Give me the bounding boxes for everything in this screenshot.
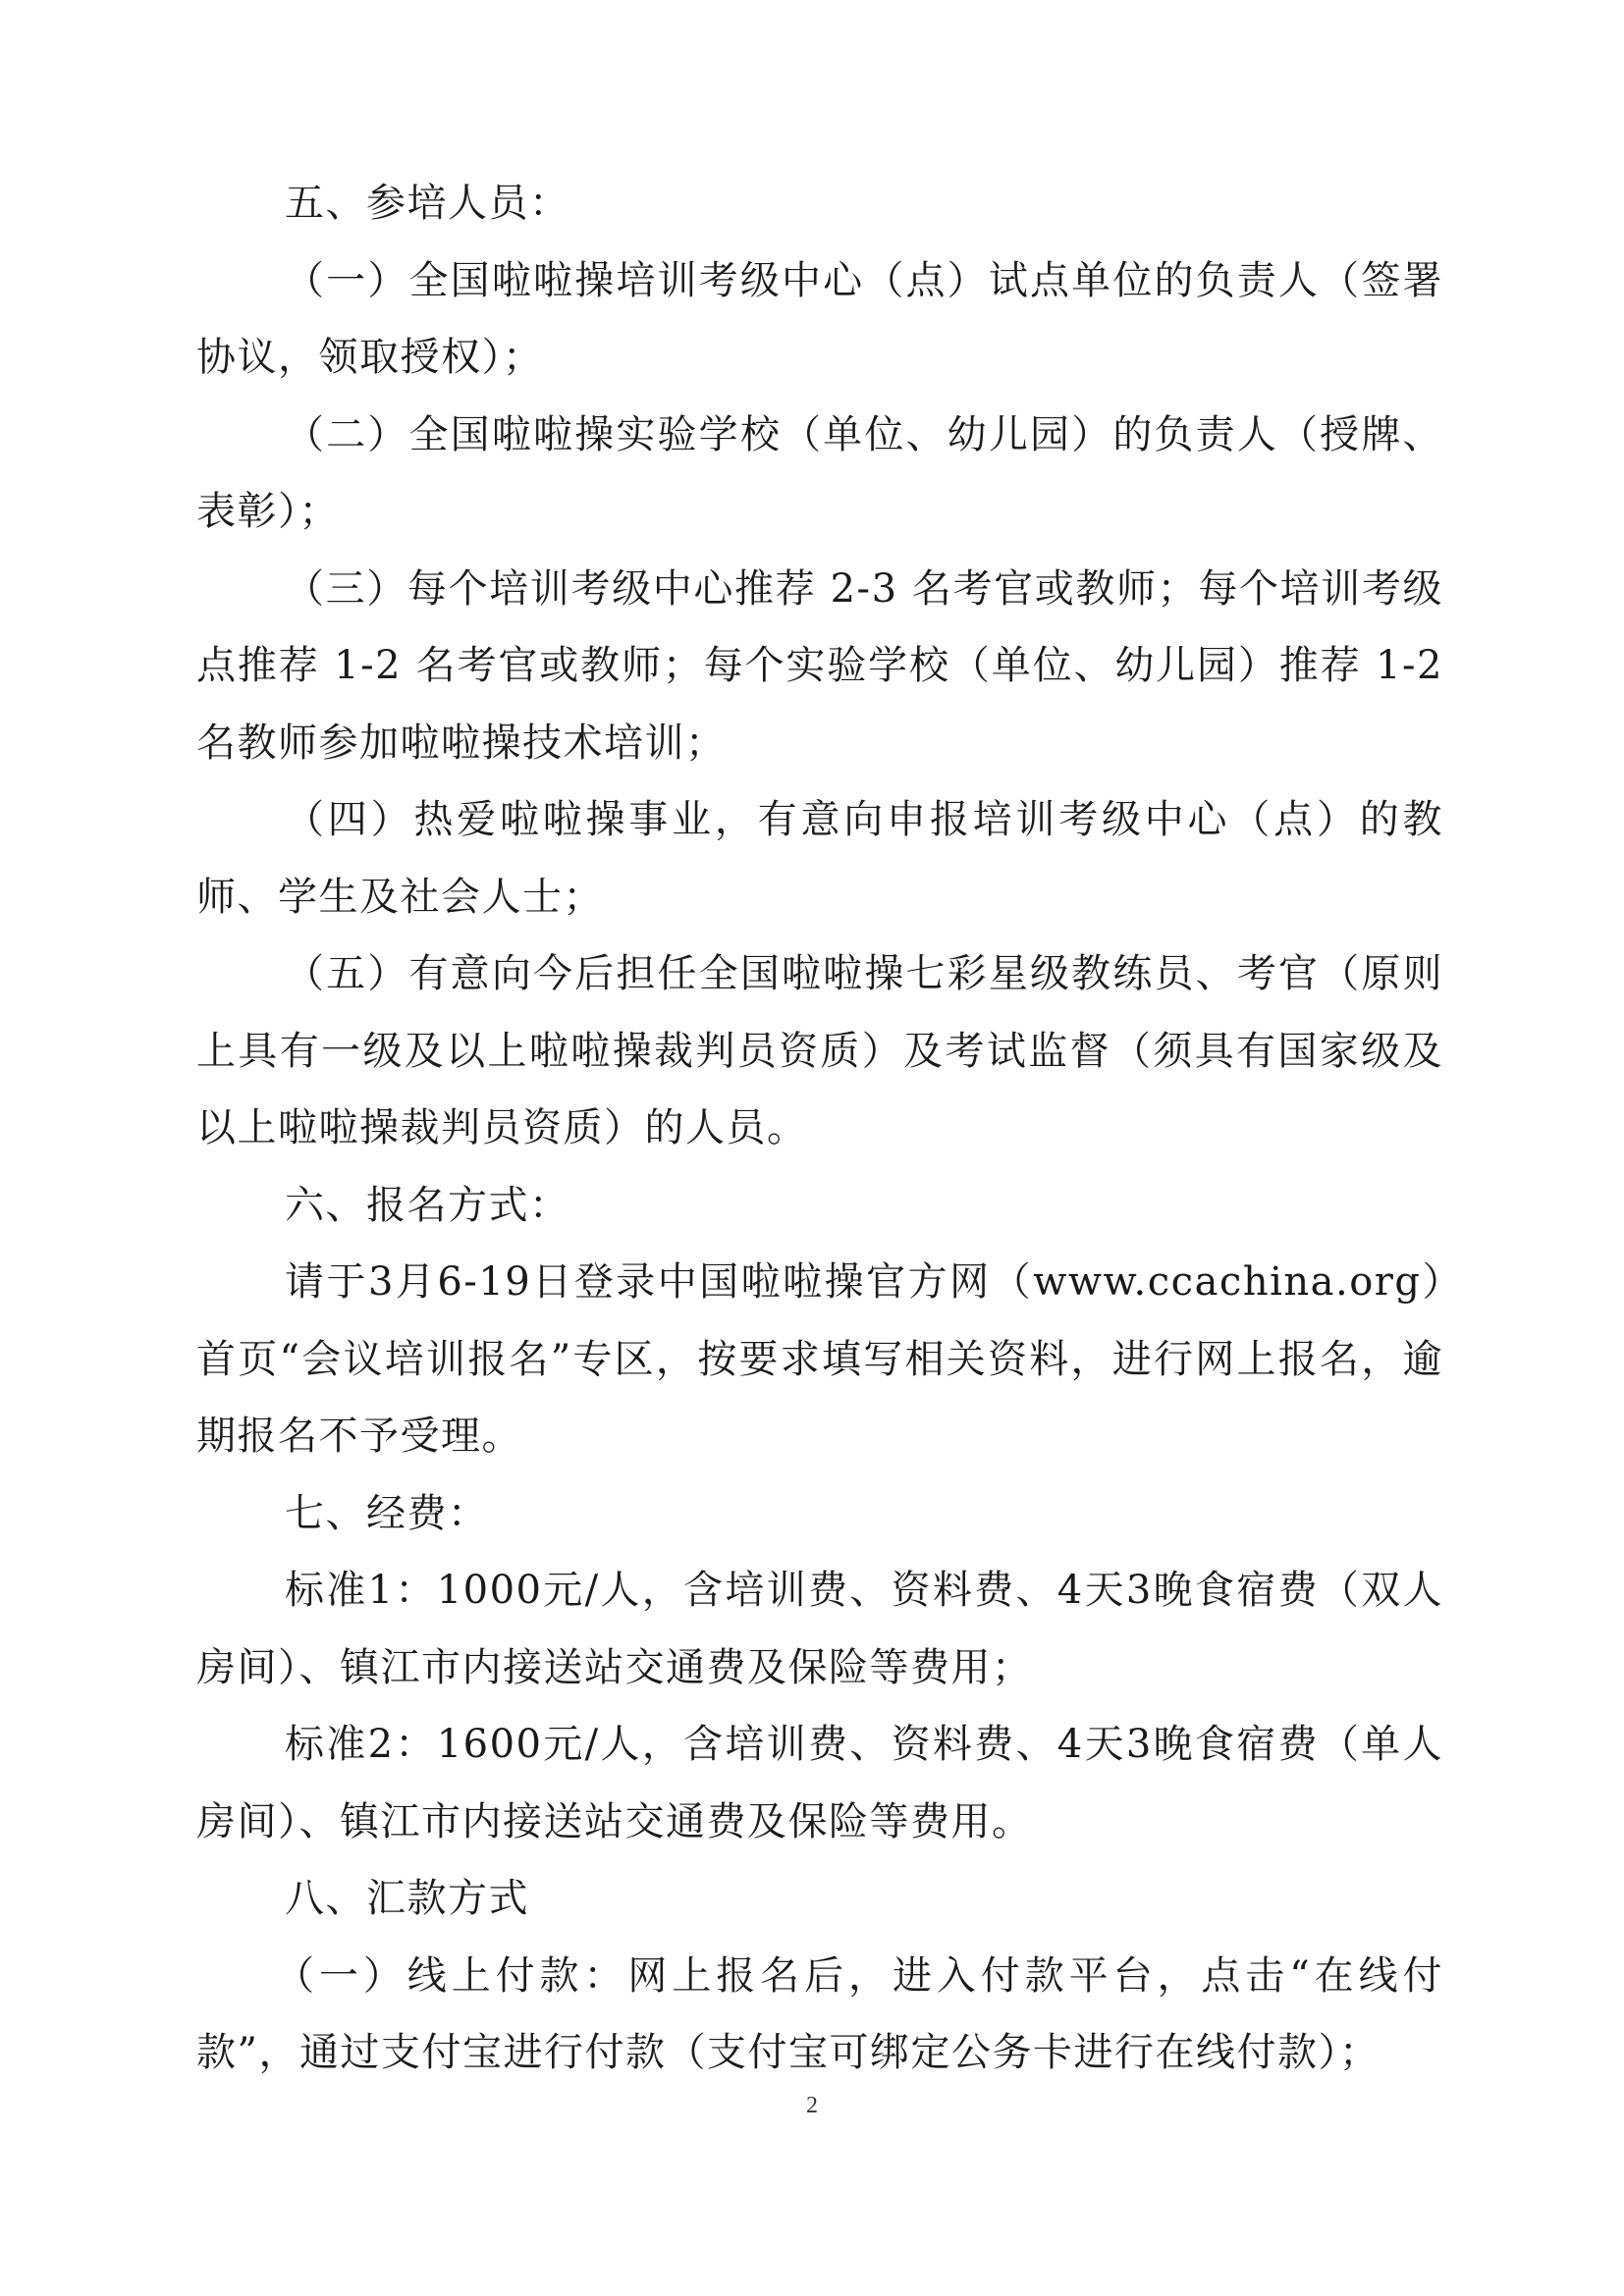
- participant-item-1: （一）全国啦啦操培训考级中心（点）试点单位的负责人（签署协议，领取授权）；: [196, 257, 1443, 380]
- registration-text: 请于3月6-19日登录中国啦啦操官方网（www.ccachina.org）首页“会议培训报名”专区，按要求填写相关资料，进行网上报名，逾期报名不予受理。: [196, 1259, 1443, 1459]
- participant-item-3: （三）每个培训考级中心推荐 2-3 名考官或教师；每个培训考级点推荐 1-2 名考官或教师；每个实验学校（单位、幼儿园）推荐 1-2 名教师参加啦啦操技术培训；: [196, 565, 1443, 766]
- document-body: [196, 165, 1443, 2092]
- participant-item-5: （五）有意向今后担任全国啦啦操七彩星级教练员、考官（原则上具有一级及以上啦啦操裁判员资质）及考试监督（须具有国家级及以上啦啦操裁判员资质）的人员。: [196, 951, 1443, 1150]
- heading-participants: 五、参培人员：: [285, 181, 570, 226]
- heading-payment: 八、汇款方式: [285, 1876, 529, 1921]
- payment-online: （一）线上付款：网上报名后，进入付款平台，点击“在线付款”，通过支付宝进行付款（支付宝可绑定公务卡进行在线付款）；: [196, 1952, 1443, 2075]
- fee-standard-1: 标准1：1000元/人，含培训费、资料费、4天3晚食宿费（双人房间）、镇江市内接送站交通费及保险等费用；: [196, 1568, 1443, 1690]
- fee-standard-2: 标准2：1600元/人，含培训费、资料费、4天3晚食宿费（单人房间）、镇江市内接送站交通费及保险等费用。: [196, 1722, 1443, 1844]
- participant-item-2: （二）全国啦啦操实验学校（单位、幼儿园）的负责人（授牌、表彰）；: [196, 411, 1443, 534]
- participant-item-4: （四）热爱啦啦操事业，有意向申报培训考级中心（点）的教师、学生及社会人士；: [196, 797, 1443, 920]
- heading-fees: 七、经费：: [285, 1490, 489, 1536]
- page-number: 2: [806, 2093, 818, 2118]
- heading-registration: 六、报名方式：: [285, 1182, 570, 1228]
